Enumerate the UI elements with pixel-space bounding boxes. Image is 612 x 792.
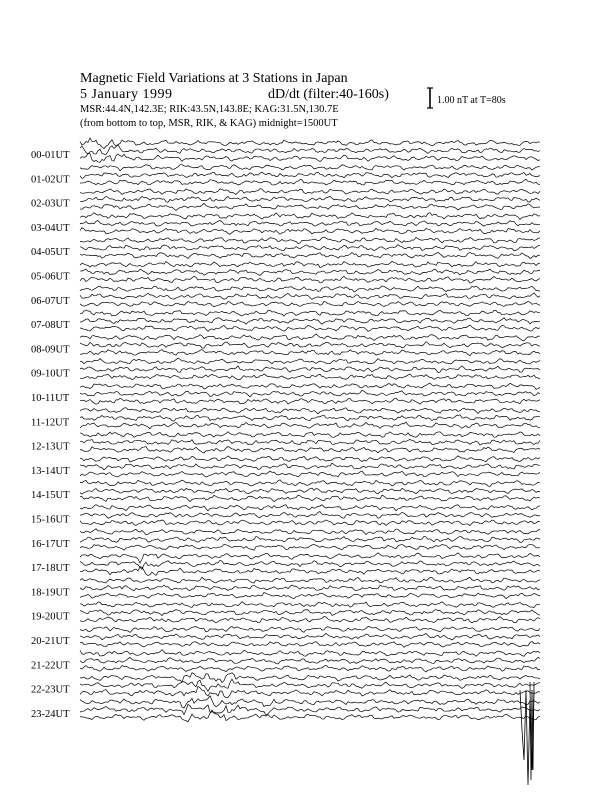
- trace-kag: [80, 505, 540, 511]
- trace-rik: [80, 172, 540, 178]
- trace-rik: [80, 366, 540, 373]
- trace-msr: [80, 203, 540, 210]
- trace-msr: [80, 228, 540, 235]
- scale-bar-label: 1.00 nT at T=80s: [437, 95, 506, 106]
- trace-msr: [80, 325, 540, 331]
- trace-kag: [80, 237, 540, 243]
- trace-msr: [80, 398, 540, 404]
- trace-rik: [80, 560, 540, 569]
- trace-msr: [80, 374, 540, 380]
- row-label: 16-17UT: [31, 538, 70, 550]
- trace-kag: [80, 408, 540, 414]
- trace-group: [80, 138, 540, 785]
- row-label: 10-11UT: [31, 393, 70, 404]
- trace-kag: [80, 529, 540, 535]
- trace-kag: [80, 480, 540, 487]
- trace-kag: [80, 673, 540, 683]
- row-label: 20-21UT: [31, 636, 70, 647]
- trace-kag: [80, 334, 540, 341]
- trace-msr: [80, 422, 540, 429]
- trace-rik: [80, 415, 540, 421]
- trace-msr: [80, 641, 540, 647]
- quantity-label: dD/dt (filter:40-160s): [268, 87, 389, 102]
- trace-rik: [80, 633, 540, 640]
- trace-kag: [80, 310, 540, 316]
- row-label: 14-15UT: [31, 490, 70, 502]
- trace-rik: [80, 145, 540, 155]
- trace-msr: [80, 686, 540, 697]
- trace-rik: [80, 536, 540, 542]
- trace-msr: [80, 520, 540, 526]
- row-label: 23-24UT: [31, 708, 70, 720]
- trace-rik: [80, 463, 540, 470]
- trace-rik: [80, 609, 540, 615]
- trace-kag: [80, 189, 540, 195]
- trace-rik: [80, 657, 540, 664]
- row-label: 05-06UT: [31, 271, 70, 283]
- trace-kag: [80, 383, 540, 389]
- trace-kag: [80, 213, 540, 220]
- row-label: 02-03UT: [31, 198, 70, 210]
- row-label-group: [31, 150, 70, 720]
- trace-rik: [80, 585, 540, 591]
- trace-msr: [80, 617, 540, 623]
- row-label: 04-05UT: [31, 247, 70, 259]
- row-label: 01-02UT: [31, 174, 70, 186]
- trace-msr: [80, 471, 540, 477]
- chart-title: Magnetic Field Variations at 3 Stations in Japan: [80, 71, 348, 86]
- row-label: 17-18UT: [31, 563, 70, 575]
- trace-kag: [80, 432, 540, 438]
- trace-kag: [80, 602, 540, 608]
- trace-rik: [80, 439, 540, 445]
- trace-rik: [80, 488, 540, 494]
- subtitle: [80, 87, 389, 103]
- station-order-note: (from bottom to top, MSR, RIK, & KAG) midnight=1500UT: [80, 118, 338, 129]
- row-label: 00-01UT: [31, 150, 70, 161]
- trace-msr: [80, 446, 540, 453]
- trace-kag: [80, 138, 540, 149]
- trace-kag: [80, 165, 540, 171]
- trace-kag: [80, 626, 540, 632]
- trace-msr: [80, 153, 540, 162]
- row-label: 06-07UT: [31, 295, 70, 307]
- row-label: 15-16UT: [31, 514, 70, 526]
- row-label: 08-09UT: [31, 344, 70, 356]
- trace-rik: [80, 196, 540, 202]
- trace-msr: [80, 592, 540, 598]
- trace-rik: [80, 318, 540, 325]
- trace-msr: [80, 301, 540, 306]
- trace-kag: [80, 358, 540, 364]
- trace-rik: [80, 245, 540, 251]
- trace-msr: [80, 544, 540, 550]
- date-label: 5 January 1999: [80, 87, 173, 102]
- row-label: 09-10UT: [31, 368, 70, 380]
- trace-kag: [80, 577, 540, 583]
- trace-msr: [80, 495, 540, 501]
- trace-msr: [80, 567, 540, 576]
- trace-kag: [80, 286, 540, 292]
- trace-rik: [80, 704, 540, 715]
- trace-rik: [80, 293, 540, 300]
- trace-msr: [80, 179, 540, 185]
- trace-kag: [80, 261, 540, 267]
- trace-msr: [80, 349, 540, 355]
- scale-bar-icon: [427, 88, 433, 108]
- row-label: 11-12UT: [31, 417, 70, 429]
- trace-msr: [80, 665, 540, 672]
- row-label: 03-04UT: [31, 222, 70, 234]
- row-label: 21-22UT: [31, 660, 70, 672]
- row-label: 19-20UT: [31, 611, 70, 623]
- trace-rik: [80, 269, 540, 275]
- station-coordinates: MSR:44.4N,142.3E; RIK:43.5N,143.8E; KAG:31.5N,130.7E: [80, 104, 339, 115]
- trace-kag: [80, 553, 540, 563]
- trace-kag: [80, 650, 540, 657]
- trace-msr: [80, 252, 540, 258]
- trace-rik: [80, 512, 540, 519]
- row-label: 07-08UT: [31, 320, 70, 332]
- row-label: 13-14UT: [31, 465, 70, 477]
- trace-msr: [80, 276, 540, 283]
- trace-rik: [80, 342, 540, 348]
- trace-rik: [80, 220, 540, 226]
- trace-rik: [80, 390, 540, 397]
- row-label: 18-19UT: [31, 587, 70, 599]
- trace-kag: [80, 456, 540, 462]
- trace-kag: [80, 696, 540, 708]
- row-label: 12-13UT: [31, 441, 70, 453]
- trace-rik: [80, 679, 540, 691]
- trace-msr: [80, 710, 540, 722]
- row-label: 22-23UT: [31, 684, 70, 696]
